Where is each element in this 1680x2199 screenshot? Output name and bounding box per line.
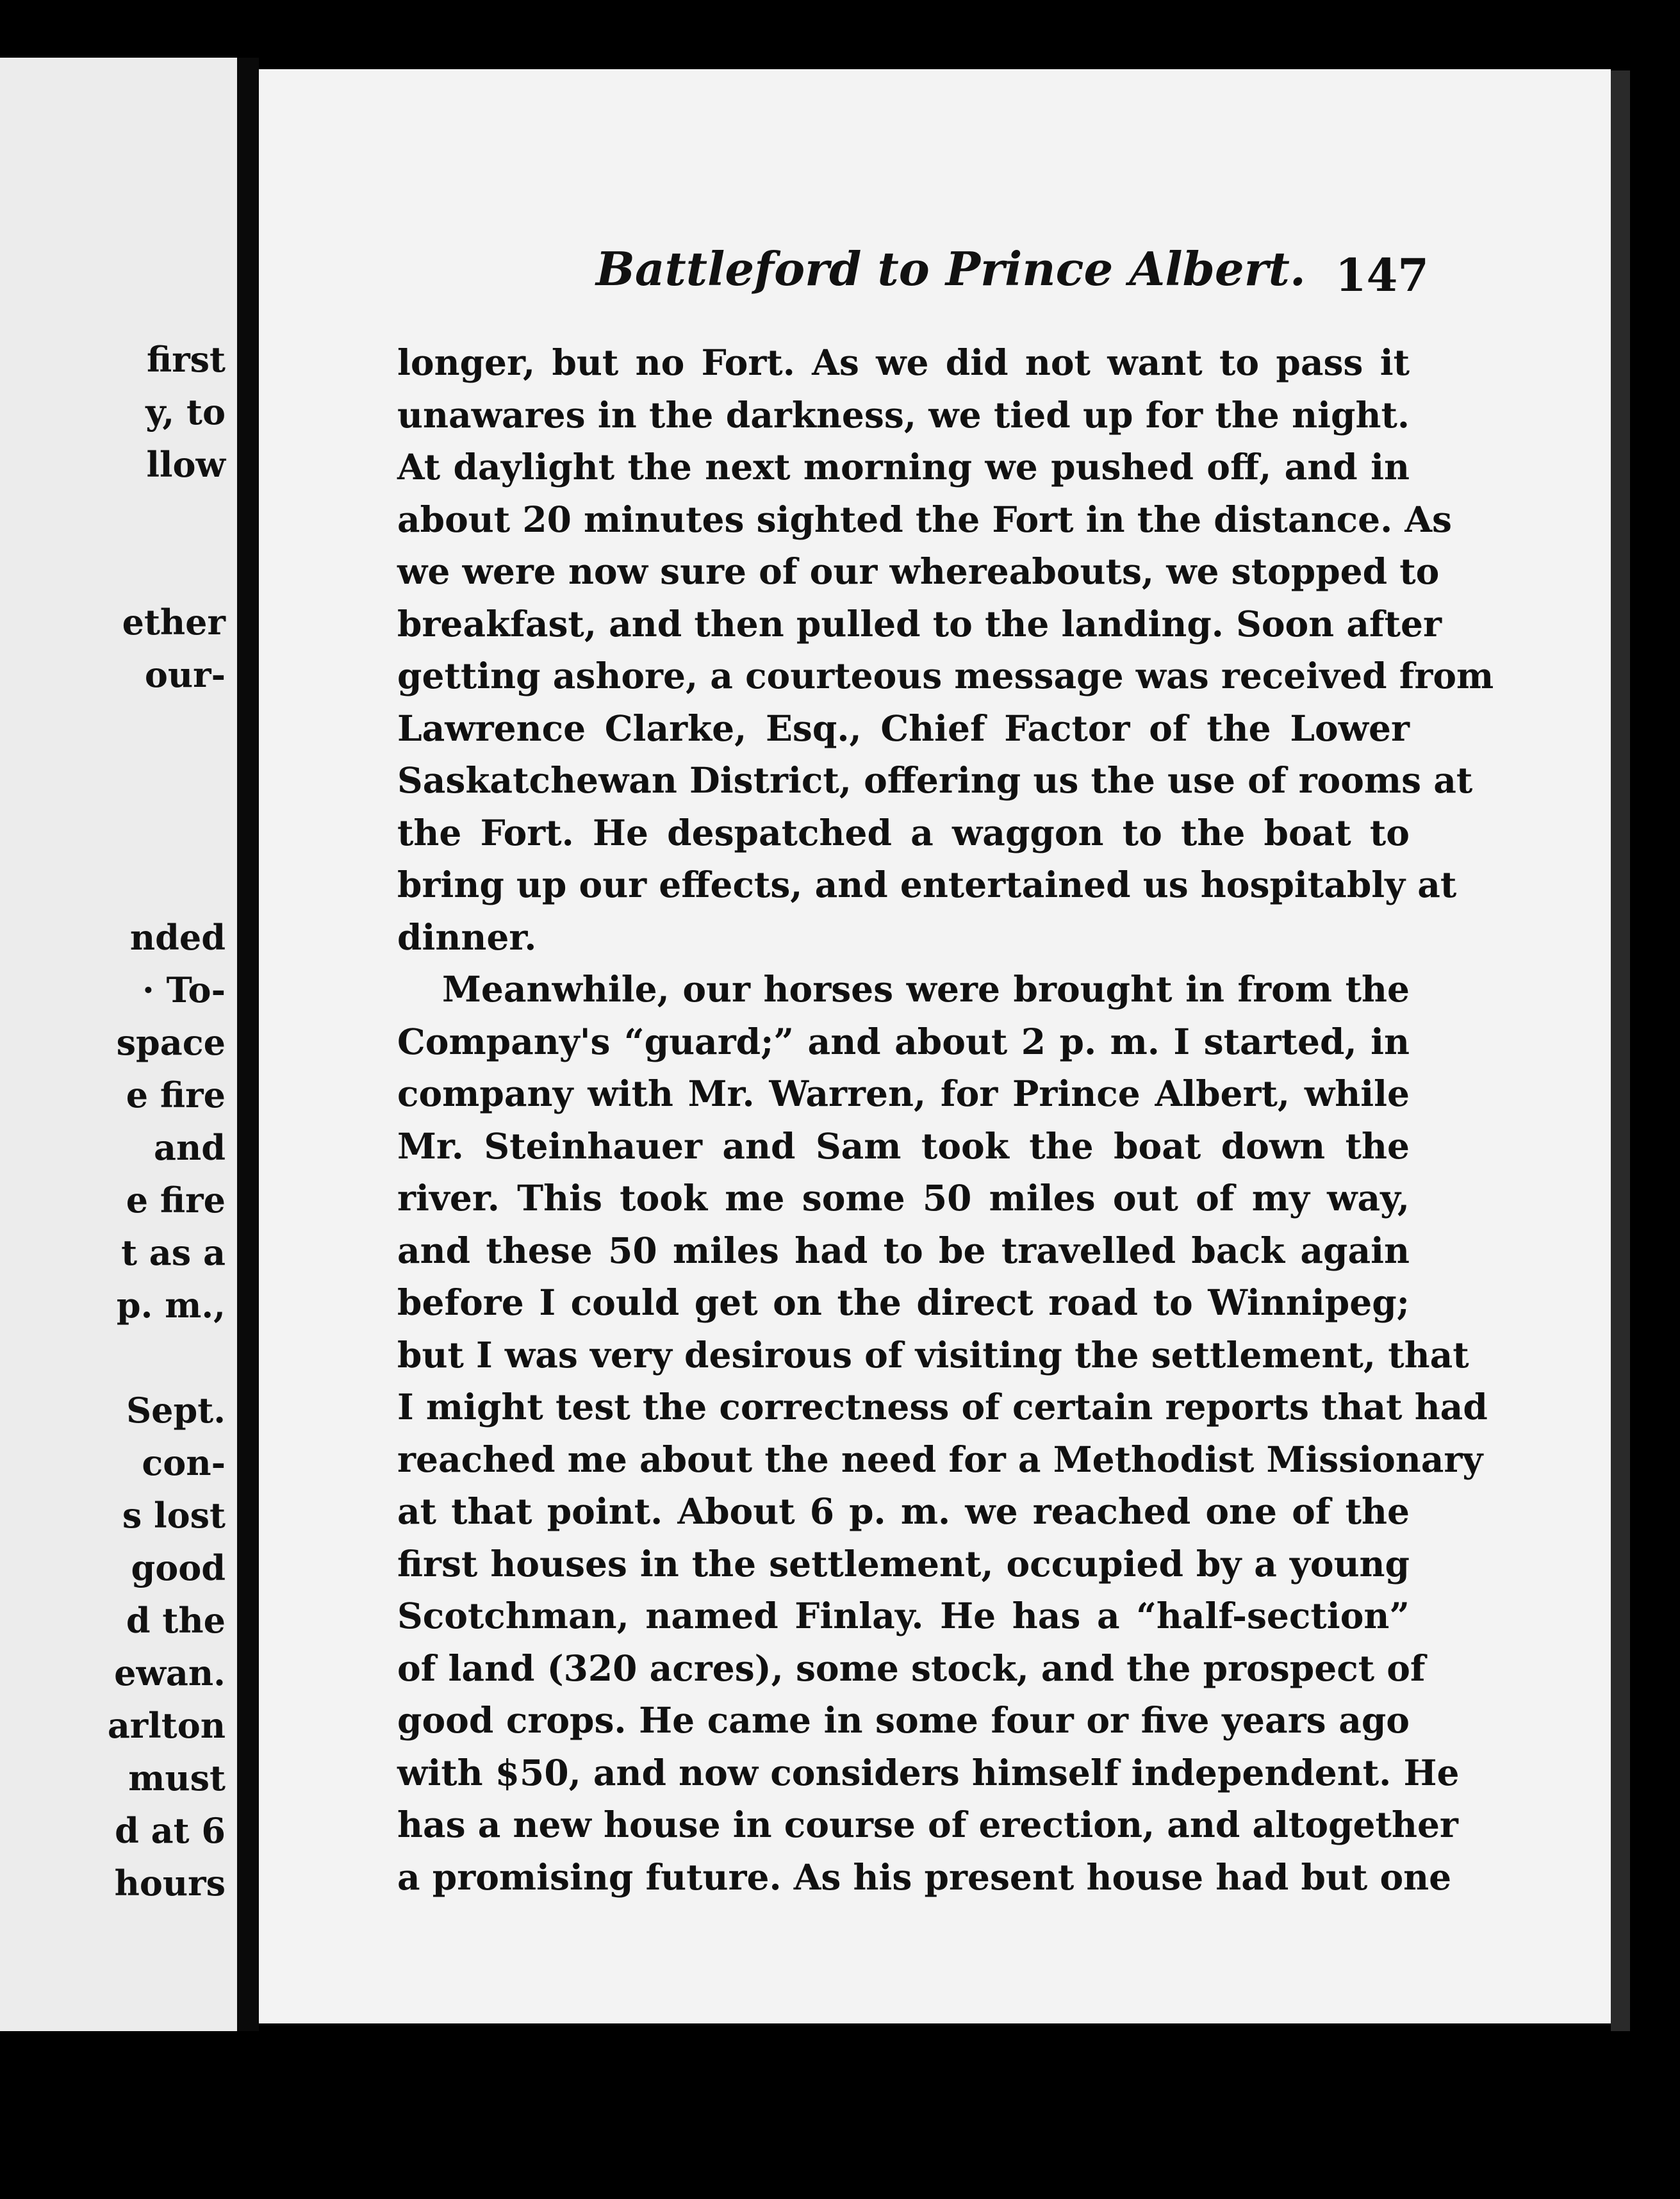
previous-page-line: [108, 754, 226, 806]
text-line: I might test the correctness of certain reports that had: [397, 1386, 1488, 1428]
previous-page-line: e fire: [126, 1180, 226, 1221]
text-line: unawares in the darkness, we tied up for the night.: [397, 393, 1410, 436]
page-gutter: [237, 58, 259, 2031]
text-line: reached me about the need for a Methodist Missionary: [397, 1438, 1483, 1480]
text-line: breakfast, and then pulled to the landing. Soon after: [397, 602, 1442, 645]
text-line: Company's “guard;” and about 2 p. m. I started, in: [397, 1020, 1410, 1062]
text-line: Lawrence Clarke, Esq., Chief Factor of the Lower: [397, 707, 1410, 749]
previous-page-line: ether: [122, 602, 226, 643]
previous-page-line: first: [146, 339, 226, 380]
previous-page-line: [108, 859, 226, 911]
previous-page-line: [108, 701, 226, 754]
previous-page-line: t as a: [121, 1232, 226, 1273]
previous-page-line: hours: [114, 1863, 226, 1904]
text-line: bring up our effects, and entertained us hospitably at: [397, 864, 1457, 905]
previous-page-line: · To-: [142, 969, 226, 1010]
text-line: has a new house in course of erection, and altogether: [397, 1804, 1458, 1845]
text-line: company with Mr. Warren, for Prince Albert, while: [397, 1073, 1410, 1114]
previous-page-line: d the: [126, 1600, 226, 1641]
text-line: longer, but no Fort. As we did not want to pass it: [397, 342, 1410, 383]
previous-page-line: [108, 1331, 226, 1384]
previous-page-line: arlton: [107, 1705, 226, 1746]
previous-page-line: p. m.,: [116, 1285, 226, 1326]
previous-page-line: [108, 543, 226, 596]
text-line: At daylight the next morning we pushed off, and in: [397, 446, 1410, 488]
text-line: river. This took me some 50 miles out of my way,: [397, 1177, 1410, 1219]
previous-page: [0, 58, 237, 2031]
previous-page-line: llow: [146, 444, 226, 485]
previous-page-line: our-: [144, 654, 226, 695]
previous-page-line: [108, 491, 226, 543]
previous-page-line: con-: [142, 1442, 226, 1483]
text-line: Saskatchewan District, offering us the use of rooms at: [397, 759, 1473, 801]
page-edge: [1611, 70, 1630, 2031]
previous-page-line: [108, 806, 226, 859]
text-line: and these 50 miles had to be travelled back again: [397, 1229, 1410, 1271]
text-line: first houses in the settlement, occupied by a young: [397, 1542, 1410, 1585]
text-line: about 20 minutes sighted the Fort in the distance. As: [397, 498, 1452, 540]
running-head: Battleford to Prince Albert.: [596, 242, 1306, 296]
page-number: 147: [1335, 249, 1429, 302]
previous-page-line: nded: [129, 917, 226, 958]
text-line: Meanwhile, our horses were brought in from the: [442, 968, 1410, 1010]
previous-page-line: Sept.: [126, 1390, 226, 1431]
text-line: of land (320 acres), some stock, and the prospect of: [397, 1647, 1426, 1689]
text-line: a promising future. As his present house had but one: [397, 1856, 1452, 1898]
previous-page-line: and: [153, 1127, 226, 1168]
previous-page-line: good: [131, 1547, 226, 1588]
previous-page-line: space: [116, 1022, 226, 1063]
previous-page-line: s lost: [122, 1495, 226, 1536]
text-line: we were now sure of our whereabouts, we stopped to: [397, 550, 1440, 592]
text-line: the Fort. He despatched a waggon to the boat to: [397, 811, 1410, 853]
previous-page-text: [108, 333, 226, 1909]
text-line: Mr. Steinhauer and Sam took the boat down the: [397, 1124, 1410, 1167]
text-line: before I could get on the direct road to Winnipeg;: [397, 1281, 1410, 1323]
previous-page-line: ewan.: [114, 1652, 226, 1693]
text-line: with $50, and now considers himself independent. He: [397, 1751, 1460, 1793]
previous-page-line: d at 6: [115, 1810, 226, 1851]
text-line: getting ashore, a courteous message was received from: [397, 655, 1494, 696]
text-line: but I was very desirous of visiting the settlement, that: [397, 1333, 1469, 1376]
previous-page-line: must: [128, 1758, 226, 1799]
text-line: at that point. About 6 p. m. we reached one of the: [397, 1490, 1410, 1532]
page-body-text: [397, 336, 1494, 1903]
text-line: Scotchman, named Finlay. He has a “half-section”: [397, 1595, 1410, 1636]
previous-page-line: e fire: [126, 1075, 226, 1116]
text-line: dinner.: [397, 916, 537, 958]
previous-page-line: y, to: [145, 391, 226, 432]
text-line: good crops. He came in some four or five years ago: [397, 1699, 1410, 1741]
